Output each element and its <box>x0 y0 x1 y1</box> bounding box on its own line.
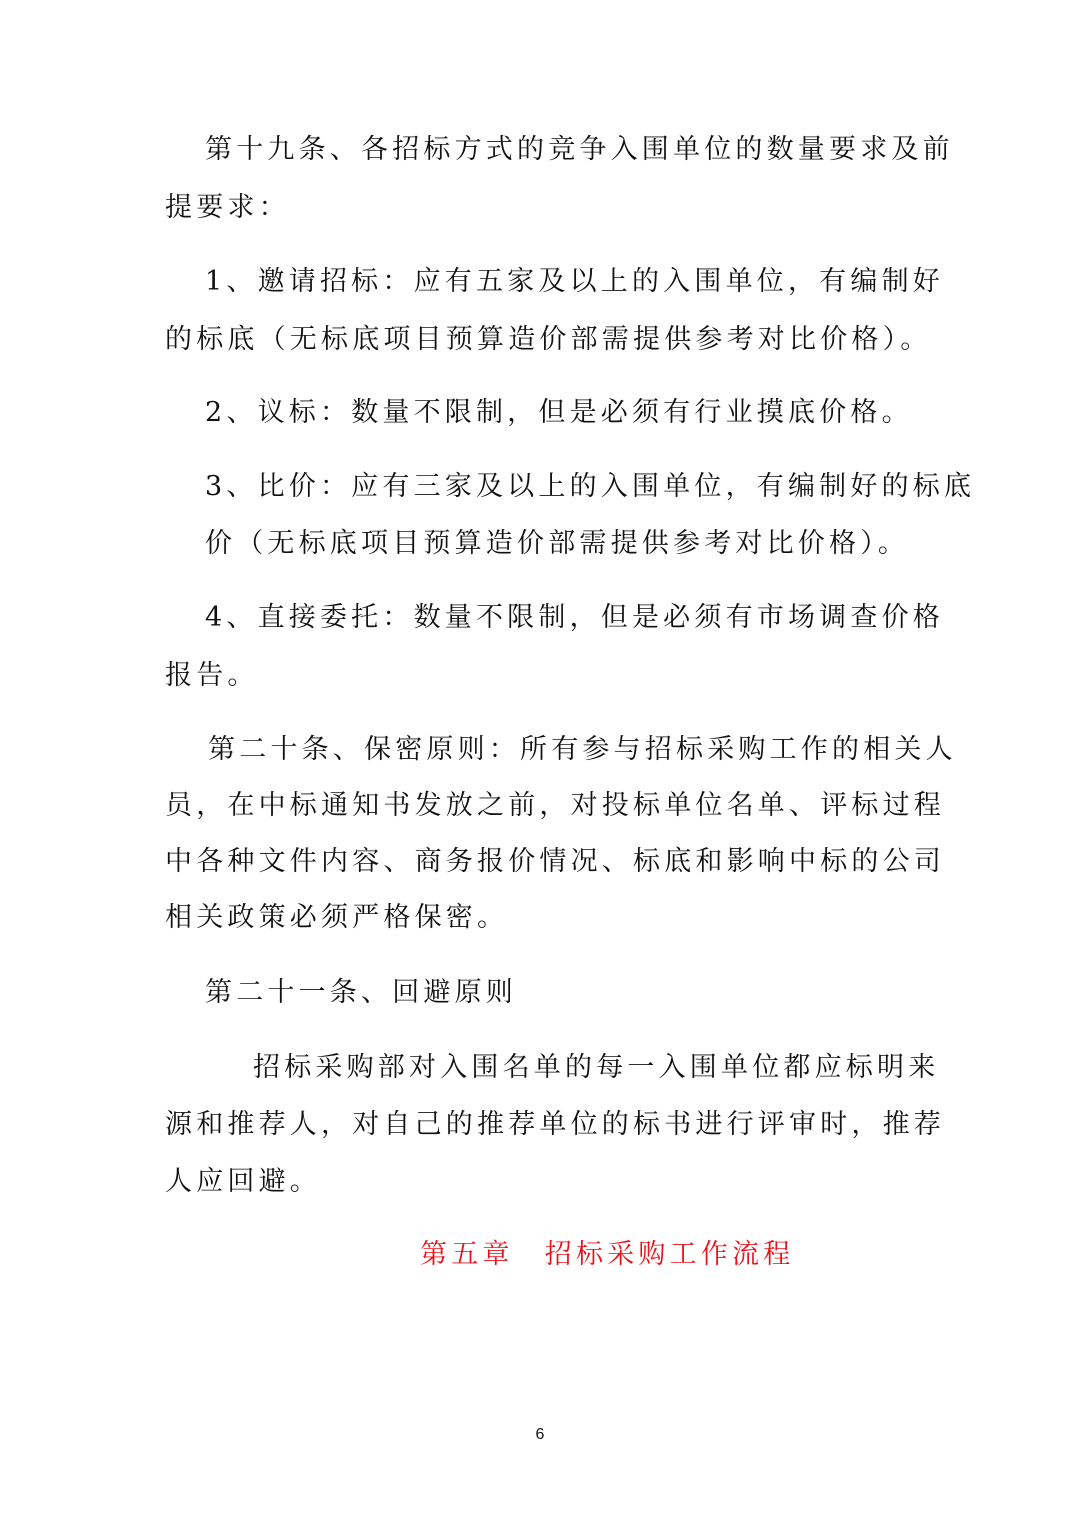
article-20-line-4: 相关政策必须严格保密。 <box>165 902 509 933</box>
item-3-line-1: 3、比价：应有三家及以上的入围单位，有编制好的标底 <box>205 471 976 502</box>
article-20-line-1: 第二十条、保密原则：所有参与招标采购工作的相关人 <box>208 734 957 765</box>
article-21-title: 第二十一条、回避原则 <box>205 977 517 1008</box>
item-1-line-1: 1、邀请招标：应有五家及以上的入围单位，有编制好 <box>205 266 944 297</box>
article-21-line-2: 源和推荐人，对自己的推荐单位的标书进行评审时，推荐 <box>165 1109 945 1140</box>
item-2-line-1: 2、议标：数量不限制，但是必须有行业摸底价格。 <box>205 397 913 428</box>
chapter-5-heading: 第五章 招标采购工作流程 <box>420 1239 795 1270</box>
article-20-line-3: 中各种文件内容、商务报价情况、标底和影响中标的公司 <box>165 846 945 877</box>
page-number: 6 <box>535 1426 545 1443</box>
article-20-line-2: 员，在中标通知书发放之前，对投标单位名单、评标过程 <box>165 790 945 821</box>
item-4-line-2: 报告。 <box>165 660 259 691</box>
article-19-line-1: 第十九条、各招标方式的竞争入围单位的数量要求及前 <box>205 134 954 165</box>
item-4-line-1: 4、直接委托：数量不限制，但是必须有市场调查价格 <box>205 602 944 633</box>
item-1-line-2: 的标底（无标底项目预算造价部需提供参考对比价格）。 <box>165 324 932 355</box>
item-3-line-2: 价（无标底项目预算造价部需提供参考对比价格）。 <box>205 528 910 559</box>
article-19-line-2: 提要求： <box>165 192 290 223</box>
article-21-line-1: 招标采购部对入围名单的每一入围单位都应标明来 <box>253 1052 940 1083</box>
article-21-line-3: 人应回避。 <box>165 1166 321 1197</box>
